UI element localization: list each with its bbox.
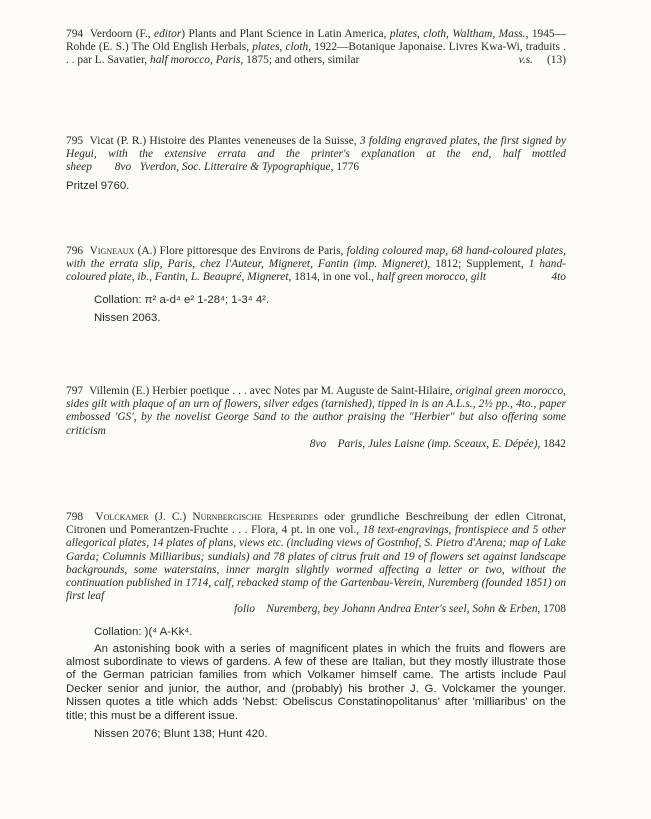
entry-798 [66,511,566,741]
entry-number: 797 [66,385,84,397]
entry-798-imprint: folio Nuremberg, bey Johann Andrea Enter's seel, Sohn & Erben, 1708 [234,603,566,616]
entry-794 [66,28,566,68]
entry-number: 794 [66,28,84,40]
entry-798-collation: Collation: )(⁴ A-Kk⁴. [94,625,193,638]
entry-798-ref: Nissen 2076; Blunt 138; Hunt 420. [94,728,268,741]
entry-798-text: 798 Volckamer (J. C.) Nurnbergische Hesperides oder grundliche Beschreibung der edlen Citronat, Citronen und Pomerantzen-Fruchte . . . Flora, 4 pt. in one vol., 18 text-engravings, frontispiece and 5 other allegorical plates, 14 plates of plans, views etc. (including views of Gostnhof, S. Pietro d'Arena; map of Lake Garda; Columnis Milliaribus; sundials) and 78 plates of citrus fruit and 19 of flowers set against landscape backgrounds, some waterstains, inner margin slightly wormed affecting a letter or two, without the continuation published in 1714, calf, rebacked stamp of the Gartenbau-Verein, Nuremberg (founded 1851) on first leaf [66,511,567,603]
entry-795-ref: Pritzel 9760. [66,179,130,192]
entry-number: 795 [66,135,84,147]
entry-797-text: 797 Villemin (E.) Herbier poetique . . . avec Notes par M. Auguste de Saint-Hilaire, original green morocco, sides gilt with plaque of an urn of flowers, silver edges (tarnished), tipped in is an A.L.s., 2½ pp., 4to., paper embossed 'GS', by the novelist George Sand to the author praising the "Herbier" but also offering some criticism [66,385,567,437]
entry-797 [66,385,566,451]
entry-796-collation: Collation: π² a-d⁴ e² 1-28⁴; 1-3⁴ 4². [94,293,270,306]
entry-number: 796 [66,245,84,257]
entry-795 [66,135,566,193]
entry-number: 798 [66,511,84,523]
entry-797-imprint: 8vo Paris, Jules Laisne (imp. Sceaux, E. Dépée), 1842 [309,437,566,450]
entry-794-tail: v.s. (13) [518,54,566,67]
entry-796-ref: Nissen 2063. [94,311,161,324]
entry-794-text: 794 Verdoorn (F., editor) Plants and Plant Science in Latin America, plates, cloth, Waltham, Mass., 1945—Rohde (E. S.) The Old English Herbals, plates, cloth, 1922—Botanique Japonaise. Livres Kwa-Wi, traduits . . . par L. Savatier, half morocco, Paris, 1875; and others, similar [66,28,566,67]
entry-795-text: 795 Vicat (P. R.) Histoire des Plantes veneneuses de la Suisse, 3 folding engraved plates, the first signed by Hegui, with the extensive errata and the printer's explanation at the end, half mottled sheep 8vo Yverdon, Soc. Litteraire & Typographique, 1776 [66,135,567,174]
entry-796-text: 796 Vigneaux (A.) Flore pittoresque des Environs de Paris, folding coloured map, 68 hand-coloured plates, with the errata slip, Paris, chez l'Auteur, Migneret, Fantin (imp. Migneret), 1812; Supplement, 1 hand-coloured plate, ib., Fantin, L. Beaupré, Migneret, 1814, in one vol., half green morocco, gilt [66,245,566,284]
entry-796-format: 4to [551,271,566,284]
entry-798-note: An astonishing book with a series of magnificent plates in which the fruits and flowers are almost subordinate to views of gardens. A few of these are Italian, but they mostly illustrate those of the German patrician families from which Volkamer himself came. The artists include Paul Decker senior and junior, the author, and (probably) his brother J. G. Volckamer the younger. Nissen quotes a title which adds 'Nebst: Obeliscus Constatinopolitanus' after 'milliaribus' on the title; this must be a different issue. [66,642,566,722]
entry-796 [66,245,566,325]
